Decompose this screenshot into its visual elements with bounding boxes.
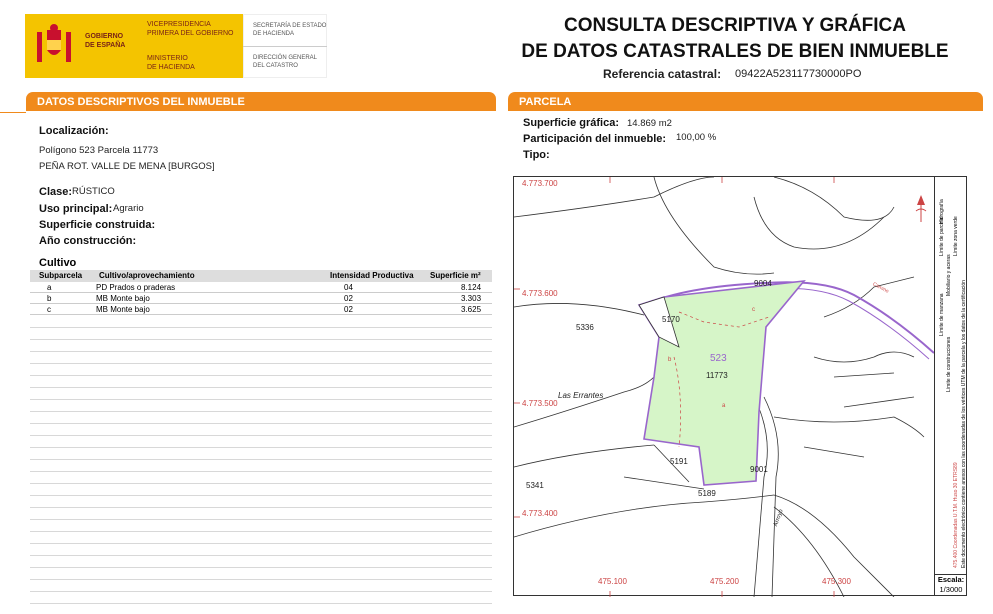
x-coord-1: 475.100 [598,577,627,586]
ref-label: Referencia catastral: [603,67,722,81]
section-parcela: PARCELA [508,92,983,111]
legend-item: Hidrografía [939,199,945,224]
cell-subparcela: b [47,294,52,303]
legend-item: Límite de construcciones [946,336,952,392]
anio-construccion-label: Año construcción: [39,235,137,247]
label-5170: 5170 [662,315,680,324]
legend-item: Límite zona verde [953,216,959,256]
label-camino: Camino [871,281,890,295]
col-superficie: Superficie m² [430,271,481,280]
label-9001: 9001 [750,465,768,474]
x-coord-2: 475.200 [710,577,739,586]
label-9004: 9004 [754,279,772,288]
coord-note: 475.400 Coordenadas U.T.M. Huso 30 ETRS89 [953,462,959,568]
label-11773: 11773 [706,371,728,380]
cell-cultivo: MB Monte bajo [96,305,150,314]
empty-table-lines [30,316,492,612]
col-subparcela: Subparcela [39,271,83,280]
col-cultivo: Cultivo/aprovechamiento [99,271,195,280]
clase-value: RÚSTICO [72,186,115,197]
clase-label: Clase: [39,186,73,198]
superficie-construida-label: Superficie construida: [39,219,156,231]
cell-intensidad: 02 [344,305,353,314]
escala-value: 1/3000 [939,585,963,594]
north-arrow-icon [916,195,926,222]
ministerio-text: MINISTERIO DE HACIENDA [147,55,195,71]
cultivo-title: Cultivo [39,257,77,269]
cultivo-table [30,270,492,315]
table-row [30,282,492,293]
legend-item: Límite de parcela [939,217,945,256]
localizacion-line2: PEÑA ROT. VALLE DE MENA [BURGOS] [39,161,215,172]
legend-item: Mobiliario y aceras [946,254,952,296]
map-legend [934,176,967,574]
logo-divider [243,46,327,47]
participacion-value: 100,00 % [676,132,717,143]
left-rule [0,112,26,113]
tipo-label: Tipo: [523,149,550,161]
cell-cultivo: PD Prados o praderas [96,283,176,292]
label-sub-a: a [722,403,726,409]
cell-superficie: 8.124 [461,283,482,292]
parcel-map [513,176,967,596]
gobierno-logo [25,14,243,78]
cell-subparcela: a [47,283,52,292]
cell-superficie: 3.625 [461,305,482,314]
sup-grafica-label: Superficie gráfica: [523,117,619,129]
label-arroyo: Arroyo [772,508,785,528]
coat-of-arms-icon [33,22,75,70]
y-coord-1: 4.773.700 [522,179,558,188]
table-row [30,304,492,315]
label-sub-b: b [668,357,672,363]
sup-grafica-value: 14.869 m2 [627,118,672,129]
label-5189: 5189 [698,489,716,498]
col-intensidad: Intensidad Productiva [330,271,414,280]
escala-box [934,574,967,596]
y-coord-2: 4.773.600 [522,289,558,298]
participacion-label: Participación del inmueble: [523,133,667,145]
escala-label: Escala: [937,575,965,584]
section-datos-descriptivos: DATOS DESCRIPTIVOS DEL INMUEBLE [26,92,496,111]
legend-item: Límite de manzana [939,293,945,336]
label-5191: 5191 [670,457,688,466]
y-coord-4: 4.773.400 [522,509,558,518]
table-header [30,270,492,282]
cell-superficie: 3.303 [461,294,482,303]
table-row [30,293,492,304]
label-5336: 5336 [576,323,594,332]
gobierno-text: GOBIERNO DE ESPAÑA [85,33,126,49]
cell-intensidad: 04 [344,283,353,292]
uso-label: Uso principal: [39,203,113,215]
localizacion-label: Localización: [39,125,109,137]
localizacion-line1: Polígono 523 Parcela 11773 [39,145,159,156]
secretaria-text: SECRETARÍA DE ESTADO DE HACIENDA [253,23,327,37]
label-5341: 5341 [526,481,544,490]
document-title: CONSULTA DESCRIPTIVA Y GRÁFICA DE DATOS CATASTRALES DE BIEN INMUEBLE [521,15,949,62]
ref-value: 09422A523117730000PO [735,68,862,80]
label-523: 523 [710,353,727,364]
disclaimer: Este documento electrónico contiene anexos con las coordenadas de los vértices UTM de la parcela y los datos de la certificación [961,280,967,568]
cell-cultivo: MB Monte bajo [96,294,150,303]
vicepresidencia-text: VICEPRESIDENCIA PRIMERA DEL GOBIERNO [147,21,234,37]
cell-intensidad: 02 [344,294,353,303]
label-sub-c: c [752,307,755,313]
label-las-errantes: Las Errantes [558,391,604,400]
direccion-text: DIRECCIÓN GENERAL DEL CATASTRO [253,55,318,69]
uso-value: Agrario [113,203,144,214]
map-drawing [514,177,968,597]
x-coord-3: 475.300 [822,577,851,586]
cell-subparcela: c [47,305,51,314]
y-coord-3: 4.773.500 [522,399,558,408]
